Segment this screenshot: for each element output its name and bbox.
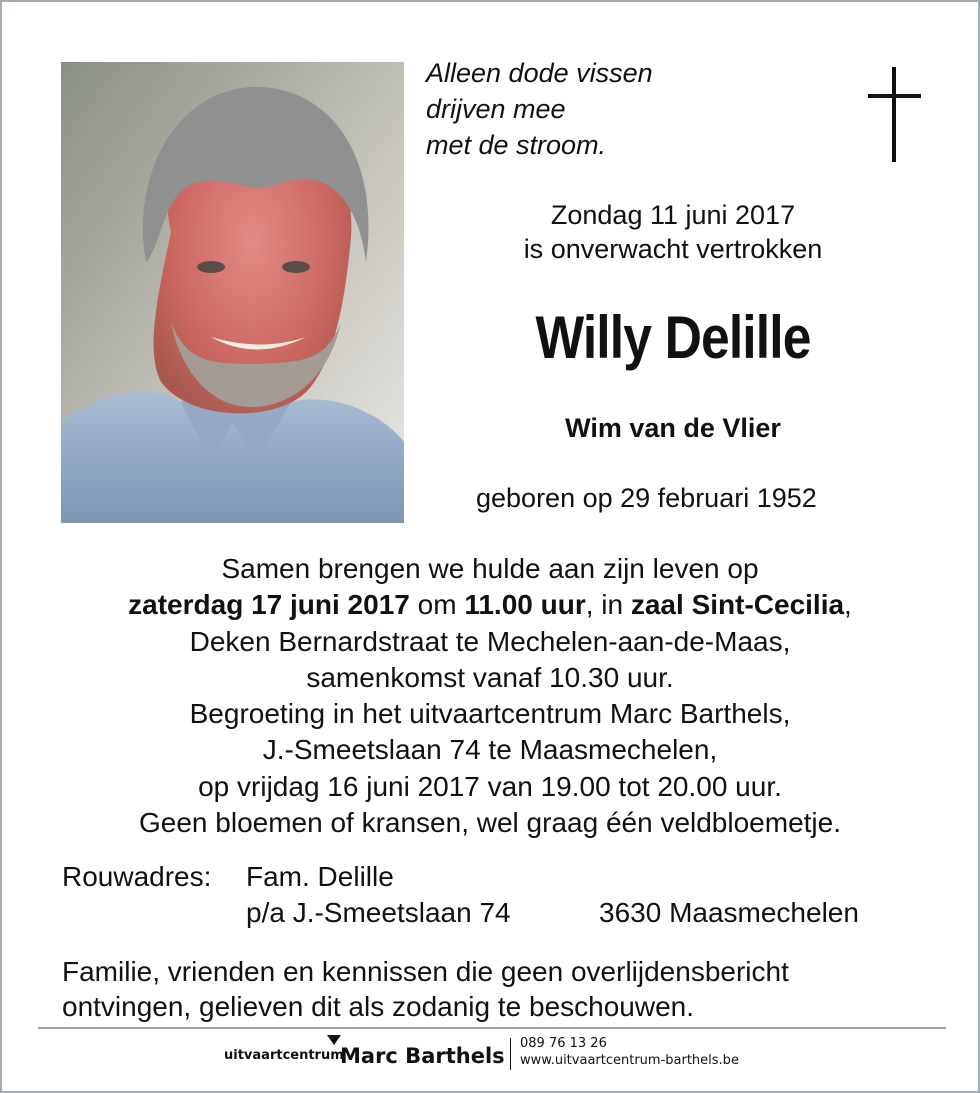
ceremony-line: J.-Smeetslaan 74 te Maasmechelen,: [262, 734, 718, 766]
family-notice: [62, 954, 789, 1024]
poem-line: met de stroom.: [426, 130, 607, 160]
birth-date: geboren op 29 februari 1952: [476, 483, 817, 513]
footer-divider: [38, 1027, 946, 1029]
address-family: Fam. Delille: [246, 861, 394, 892]
footer-separator: [510, 1038, 511, 1070]
deceased-name: Willy Delille: [535, 304, 811, 371]
ceremony-place: zaal Sint-Cecilia: [630, 589, 845, 621]
death-notice: [404, 198, 942, 266]
brand-name: Marc Barthels: [340, 1044, 505, 1068]
ceremony-line: Samen brengen we hulde aan zijn leven op: [221, 553, 759, 584]
poem-line: Alleen dode vissen: [426, 58, 653, 88]
deceased-alias: Wim van de Vlier: [565, 413, 781, 443]
ceremony-time: 11.00 uur: [464, 589, 586, 621]
brand-triangle-icon: [327, 1035, 341, 1045]
poem: [426, 55, 653, 163]
death-phrase: is onverwacht vertrokken: [523, 234, 823, 264]
notice-line: Familie, vrienden en kennissen die geen overlijdensbericht: [62, 956, 789, 987]
ceremony-line: op vrijdag 16 juni 2017 van 19.00 tot 20.00 uur.: [198, 770, 782, 802]
ceremony-line-main: zaterdag 17 juni 2017 om 11.00 uur, in zaal Sint-Cecilia,: [128, 589, 852, 621]
poem-line: drijven mee: [426, 94, 566, 124]
address-street: p/a J.-Smeetslaan 74: [246, 897, 511, 928]
footer-website[interactable]: www.uitvaartcentrum-barthels.be: [520, 1053, 739, 1068]
ceremony-line: samenkomst vanaf 10.30 uur.: [306, 661, 674, 693]
portrait-photo: [61, 62, 404, 523]
address-label: Rouwadres:: [62, 861, 212, 892]
address-city: 3630 Maasmechelen: [599, 897, 859, 928]
death-date: Zondag 11 juni 2017: [550, 200, 796, 230]
cross-icon: [864, 67, 924, 162]
ceremony-details: [2, 551, 978, 841]
funeral-home-footer: [2, 1032, 978, 1092]
ceremony-line: Begroeting in het uitvaartcentrum Marc Barthels,: [189, 698, 791, 730]
ceremony-date: zaterdag 17 juni 2017: [128, 589, 410, 621]
footer-phone: 089 76 13 26: [520, 1036, 607, 1051]
ceremony-line: Deken Bernardstraat te Mechelen-aan-de-Maas,: [189, 625, 791, 657]
notice-line: ontvingen, gelieven dit als zodanig te beschouwen.: [62, 991, 694, 1022]
ceremony-line: Geen bloemen of kransen, wel graag één veldbloemetje.: [139, 807, 841, 839]
brand-prefix: uitvaartcentrum: [224, 1048, 344, 1063]
